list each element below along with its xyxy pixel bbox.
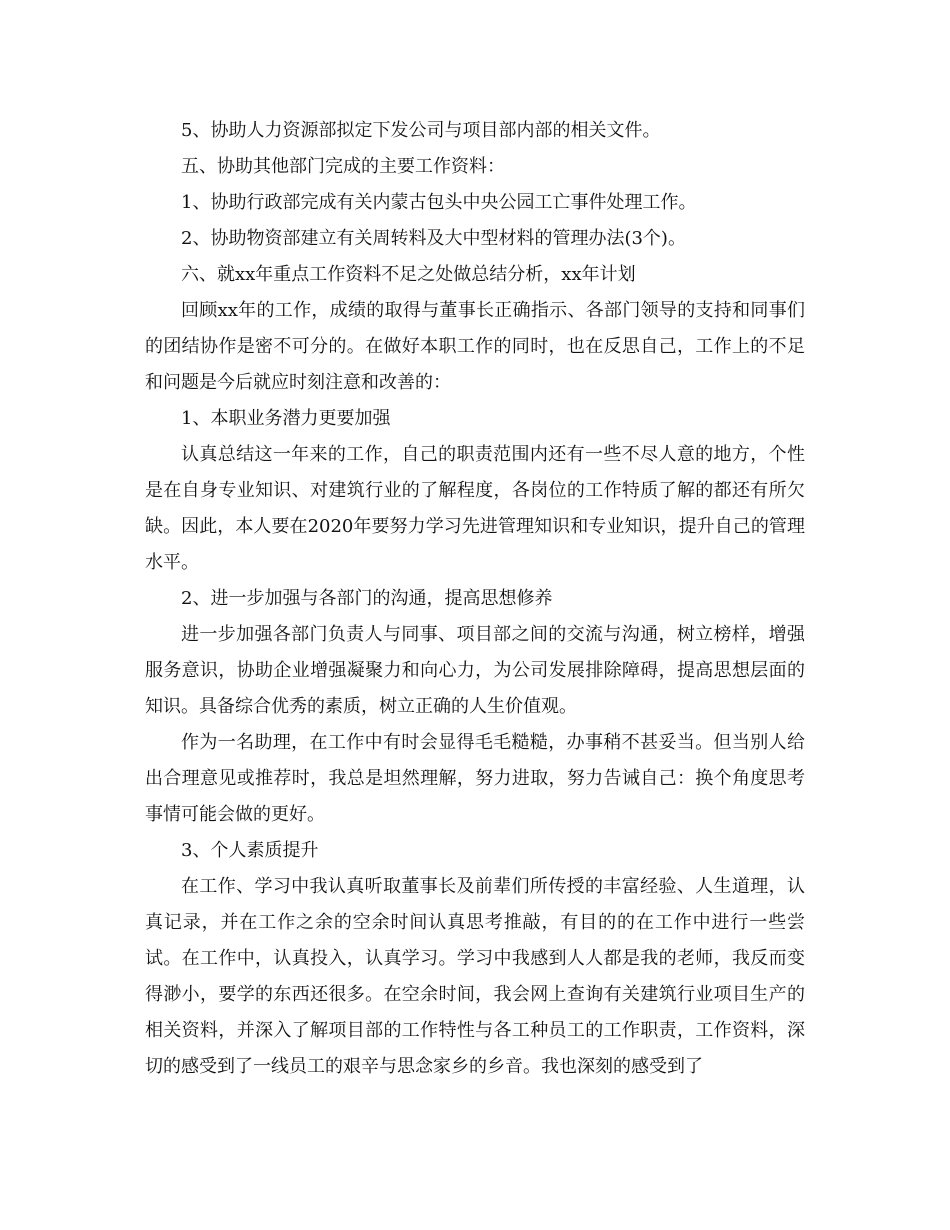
- paragraph-item-1-admin: 1、协助行政部完成有关内蒙古包头中央公园工亡事件处理工作。: [181, 192, 697, 213]
- paragraph-item-2-materials: 2、协助物资部建立有关周转料及大中型材料的管理办法(3个)。: [181, 228, 686, 249]
- paragraph-business-ability: 认真总结这一年来的工作，自己的职责范围内还有一些不尽人意的地方，个性是在自身专业知识、对建筑行业的了解程度，各岗位的工作特质了解的都还有所欠缺。因此，本人要在2020年要努力学习先进管理知识和专业知识，提升自己的管理水平。: [145, 444, 805, 573]
- paragraph-item-5-hr-docs: 5、协助人力资源部拟定下发公司与项目部内部的相关文件。: [181, 120, 661, 141]
- paragraph-personal-quality: 在工作、学习中我认真听取董事长及前辈们所传授的丰富经验、人生道理，认真记录，并在工作之余的空余时间认真思考推敲，有目的的在工作中进行一些尝试。在工作中，认真投入，认真学习。学习中我感到人人都是我的老师，我反而变得渺小，要学的东西还很多。在空余时间，我会网上查询有关建筑行业项目生产的相关资料，并深入了解项目部的工作特性与各工种员工的工作职责，工作资料，深切的感受到了一线员工的艰辛与思念家乡的乡音。我也深刻的感受到了: [145, 876, 805, 1077]
- document-body: [145, 113, 805, 1085]
- paragraph-assistant-reflection: 作为一名助理，在工作中有时会显得毛毛糙糙，办事稍不甚妥当。但当别人给出合理意见或推荐时，我总是坦然理解，努力进取，努力告诫自己：换个角度思考事情可能会做的更好。: [145, 732, 805, 825]
- subheading-communication: 2、进一步加强与各部门的沟通，提高思想修养: [181, 588, 553, 609]
- section-heading-summary-plan: 六、就xx年重点工作资料不足之处做总结分析，xx年计划: [181, 264, 636, 285]
- section-heading-other-departments: 五、协助其他部门完成的主要工作资料：: [181, 156, 505, 177]
- subheading-business-ability: 1、本职业务潜力更要加强: [181, 408, 391, 429]
- paragraph-communication: 进一步加强各部门负责人与同事、项目部之间的交流与沟通，树立榜样，增强服务意识，协助企业增强凝聚力和向心力，为公司发展排除障碍，提高思想层面的知识。具备综合优秀的素质，树立正确的人生价值观。: [145, 624, 805, 717]
- paragraph-review: 回顾xx年的工作，成绩的取得与董事长正确指示、各部门领导的支持和同事们的团结协作是密不可分的。在做好本职工作的同时，也在反思自己，工作上的不足和问题是今后就应时刻注意和改善的：: [145, 300, 805, 393]
- subheading-personal-quality: 3、个人素质提升: [181, 840, 319, 861]
